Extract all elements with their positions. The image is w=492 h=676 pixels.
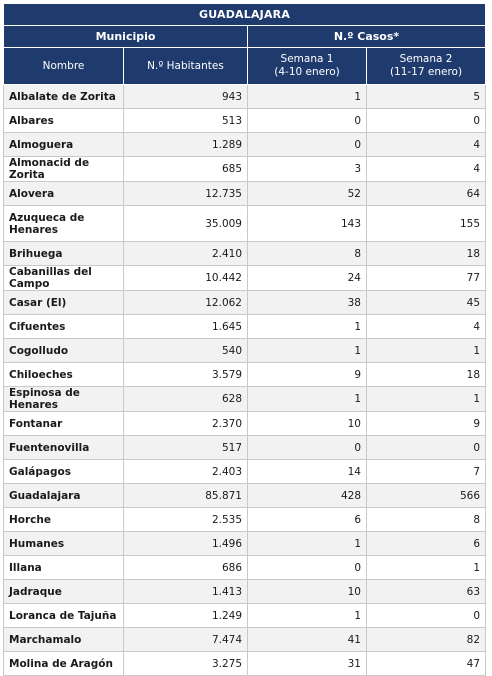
cell-nombre: Casar (El) bbox=[4, 291, 124, 315]
cell-habitantes: 1.645 bbox=[124, 315, 248, 339]
cell-habitantes: 1.249 bbox=[124, 604, 248, 628]
cell-habitantes: 1.413 bbox=[124, 580, 248, 604]
cell-semana1: 52 bbox=[248, 182, 367, 206]
cell-habitantes: 3.579 bbox=[124, 363, 248, 387]
cell-habitantes: 35.009 bbox=[124, 206, 248, 242]
table-row bbox=[4, 580, 486, 604]
cell-nombre: Humanes bbox=[4, 532, 124, 556]
cell-semana1: 1 bbox=[248, 339, 367, 363]
table-row bbox=[4, 291, 486, 315]
table-row bbox=[4, 133, 486, 157]
cell-habitantes: 943 bbox=[124, 85, 248, 109]
table-row bbox=[4, 242, 486, 266]
cell-habitantes: 513 bbox=[124, 109, 248, 133]
cell-semana2: 4 bbox=[367, 315, 486, 339]
table-body bbox=[4, 85, 486, 676]
semana2-dates: (11-17 enero) bbox=[389, 66, 463, 78]
cell-habitantes: 12.735 bbox=[124, 182, 248, 206]
cell-semana1: 3 bbox=[248, 157, 367, 182]
cell-habitantes: 7.474 bbox=[124, 628, 248, 652]
cell-nombre: Cogolludo bbox=[4, 339, 124, 363]
cell-semana2: 4 bbox=[367, 133, 486, 157]
table-row bbox=[4, 109, 486, 133]
cell-habitantes: 10.442 bbox=[124, 266, 248, 291]
cell-semana2: 63 bbox=[367, 580, 486, 604]
cell-semana2: 155 bbox=[367, 206, 486, 242]
table-row bbox=[4, 363, 486, 387]
cell-habitantes: 540 bbox=[124, 339, 248, 363]
cell-nombre: Almonacid de Zorita bbox=[4, 157, 124, 182]
cell-semana2: 6 bbox=[367, 532, 486, 556]
cell-habitantes: 628 bbox=[124, 387, 248, 412]
cell-nombre: Molina de Aragón bbox=[4, 652, 124, 676]
table-row bbox=[4, 628, 486, 652]
cases-table-container bbox=[3, 3, 485, 676]
cell-nombre: Galápagos bbox=[4, 460, 124, 484]
cell-nombre: Fontanar bbox=[4, 412, 124, 436]
table-row bbox=[4, 508, 486, 532]
cell-semana1: 10 bbox=[248, 412, 367, 436]
cell-semana1: 428 bbox=[248, 484, 367, 508]
cell-semana2: 8 bbox=[367, 508, 486, 532]
table-row bbox=[4, 652, 486, 676]
cell-semana1: 38 bbox=[248, 291, 367, 315]
cell-nombre: Guadalajara bbox=[4, 484, 124, 508]
table-title: GUADALAJARA bbox=[4, 4, 486, 26]
cell-semana1: 9 bbox=[248, 363, 367, 387]
cell-semana1: 1 bbox=[248, 387, 367, 412]
cell-semana2: 18 bbox=[367, 363, 486, 387]
cell-nombre: Jadraque bbox=[4, 580, 124, 604]
table-row bbox=[4, 460, 486, 484]
group-header-casos: N.º Casos* bbox=[248, 26, 486, 48]
table-row bbox=[4, 266, 486, 291]
cell-semana1: 1 bbox=[248, 604, 367, 628]
table-row bbox=[4, 85, 486, 109]
table-row bbox=[4, 556, 486, 580]
cell-habitantes: 1.289 bbox=[124, 133, 248, 157]
cell-semana2: 1 bbox=[367, 339, 486, 363]
cell-semana1: 0 bbox=[248, 133, 367, 157]
cell-habitantes: 2.370 bbox=[124, 412, 248, 436]
cell-semana1: 1 bbox=[248, 85, 367, 109]
cell-habitantes: 12.062 bbox=[124, 291, 248, 315]
table-row bbox=[4, 604, 486, 628]
table-row bbox=[4, 436, 486, 460]
cell-semana2: 4 bbox=[367, 157, 486, 182]
cell-semana2: 1 bbox=[367, 387, 486, 412]
table-row bbox=[4, 206, 486, 242]
cell-semana1: 0 bbox=[248, 436, 367, 460]
cell-semana2: 0 bbox=[367, 436, 486, 460]
cell-nombre: Alovera bbox=[4, 182, 124, 206]
cell-semana1: 31 bbox=[248, 652, 367, 676]
cell-nombre: Marchamalo bbox=[4, 628, 124, 652]
cell-semana2: 0 bbox=[367, 109, 486, 133]
cell-nombre: Cifuentes bbox=[4, 315, 124, 339]
table-row bbox=[4, 339, 486, 363]
column-header-semana1 bbox=[248, 48, 367, 85]
cell-semana1: 8 bbox=[248, 242, 367, 266]
cell-semana2: 45 bbox=[367, 291, 486, 315]
table-row bbox=[4, 484, 486, 508]
cell-nombre: Chiloeches bbox=[4, 363, 124, 387]
cell-habitantes: 517 bbox=[124, 436, 248, 460]
cell-semana1: 143 bbox=[248, 206, 367, 242]
cell-habitantes: 3.275 bbox=[124, 652, 248, 676]
table-row bbox=[4, 412, 486, 436]
column-header-semana2 bbox=[367, 48, 486, 85]
semana1-dates: (4-10 enero) bbox=[274, 66, 340, 78]
cell-habitantes: 1.496 bbox=[124, 532, 248, 556]
cell-semana1: 0 bbox=[248, 556, 367, 580]
cell-habitantes: 686 bbox=[124, 556, 248, 580]
cell-nombre: Espinosa de Henares bbox=[4, 387, 124, 412]
cell-nombre: Loranca de Tajuña bbox=[4, 604, 124, 628]
semana2-label: Semana 2 bbox=[399, 53, 453, 65]
table-row bbox=[4, 182, 486, 206]
cell-semana1: 0 bbox=[248, 109, 367, 133]
cell-semana2: 9 bbox=[367, 412, 486, 436]
cell-semana2: 1 bbox=[367, 556, 486, 580]
cell-nombre: Almoguera bbox=[4, 133, 124, 157]
column-header-nombre: Nombre bbox=[4, 48, 124, 85]
cell-semana2: 82 bbox=[367, 628, 486, 652]
cell-nombre: Horche bbox=[4, 508, 124, 532]
semana1-label: Semana 1 bbox=[280, 53, 334, 65]
cell-semana1: 14 bbox=[248, 460, 367, 484]
table-row bbox=[4, 315, 486, 339]
cell-semana2: 18 bbox=[367, 242, 486, 266]
cell-semana2: 0 bbox=[367, 604, 486, 628]
cell-semana1: 1 bbox=[248, 532, 367, 556]
cell-semana1: 24 bbox=[248, 266, 367, 291]
cell-nombre: Fuentenovilla bbox=[4, 436, 124, 460]
group-header-municipio: Municipio bbox=[4, 26, 248, 48]
cell-habitantes: 2.403 bbox=[124, 460, 248, 484]
cell-habitantes: 2.535 bbox=[124, 508, 248, 532]
cell-semana1: 10 bbox=[248, 580, 367, 604]
cell-nombre: Brihuega bbox=[4, 242, 124, 266]
cell-semana2: 5 bbox=[367, 85, 486, 109]
table-row bbox=[4, 532, 486, 556]
cell-habitantes: 85.871 bbox=[124, 484, 248, 508]
cell-nombre: Illana bbox=[4, 556, 124, 580]
cell-semana1: 6 bbox=[248, 508, 367, 532]
cell-semana2: 77 bbox=[367, 266, 486, 291]
cell-nombre: Albalate de Zorita bbox=[4, 85, 124, 109]
table-header bbox=[4, 4, 486, 85]
column-header-habitantes: N.º Habitantes bbox=[124, 48, 248, 85]
cell-semana2: 64 bbox=[367, 182, 486, 206]
table-row bbox=[4, 387, 486, 412]
cell-semana1: 1 bbox=[248, 315, 367, 339]
cell-semana2: 47 bbox=[367, 652, 486, 676]
cell-semana1: 41 bbox=[248, 628, 367, 652]
cell-nombre: Cabanillas del Campo bbox=[4, 266, 124, 291]
cell-semana2: 7 bbox=[367, 460, 486, 484]
cell-nombre: Albares bbox=[4, 109, 124, 133]
cell-habitantes: 2.410 bbox=[124, 242, 248, 266]
table-row bbox=[4, 157, 486, 182]
cell-habitantes: 685 bbox=[124, 157, 248, 182]
cell-nombre: Azuqueca de Henares bbox=[4, 206, 124, 242]
cases-table bbox=[3, 3, 486, 676]
cell-semana2: 566 bbox=[367, 484, 486, 508]
